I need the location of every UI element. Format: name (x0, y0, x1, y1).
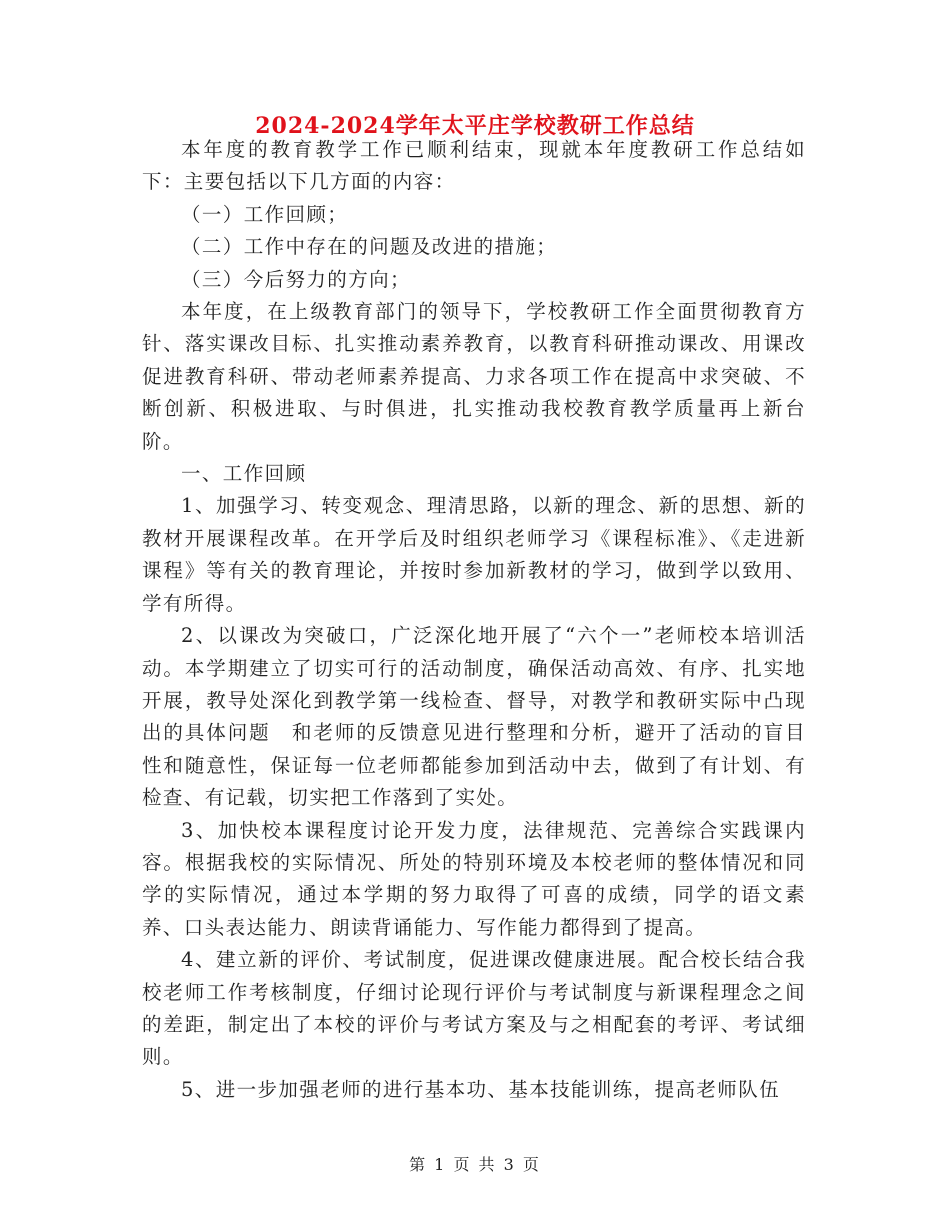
paragraph-overview: 本年度，在上级教育部门的领导下，学校教研工作全面贯彻教育方针、落实课改目标、扎实推动素养教育，以教育科研推动课改、用课改促进教育科研、带动老师素养提高、力求各项工作在提高中求突破、不断创新、积极进取、与时俱进，扎实推动我校教育教学质量再上新台阶。 (142, 300, 806, 453)
page-footer: 第 1 页 共 3 页 (409, 1155, 541, 1174)
section-heading-review: 一、工作回顾 (181, 462, 307, 486)
document-title: 2024-2024学年太平庄学校教研工作总结 (255, 113, 695, 139)
paragraph-point-2: 2、以课改为突破口，广泛深化地开展了“六个一”老师校本培训活动。本学期建立了切实可行的活动制度，确保活动高效、有序、扎实地开展，教导处深化到教学第一线检查、督导，对教学和教研实际中凸现出的具体问题 和老师的反馈意见进行整理和分析，避开了活动的盲目性和随意性，保证每一位老师都能参加到活动中去，做到了有计划、有检查、有记载，切实把工作落到了实处。 (142, 624, 806, 810)
paragraph-point-1: 1、加强学习、转变观念、理清思路，以新的理念、新的思想、新的教材开展课程改革。在开学后及时组织老师学习《课程标准》、《走进新课程》等有关的教育理论，并按时参加新教材的学习，做到学以致用、学有所得。 (142, 494, 806, 615)
paragraph-point-3: 3、加快校本课程度讨论开发力度，法律规范、完善综合实践课内容。根据我校的实际情况、所处的特别环境及本校老师的整体情况和同学的实际情况，通过本学期的努力取得了可喜的成绩，同学的语文素养、口头表达能力、朗读背诵能力、写作能力都得到了提高。 (142, 818, 806, 939)
paragraph-item-3: （三）今后努力的方向； (181, 267, 411, 291)
paragraph-point-5: 5、进一步加强老师的进行基本功、基本技能训练，提高老师队伍 (181, 1077, 781, 1101)
paragraph-item-2: （二）工作中存在的问题及改进的措施； (181, 235, 558, 259)
document-body (142, 134, 806, 1106)
paragraph-intro: 本年度的教育教学工作已顺利结束，现就本年度教研工作总结如下：主要包括以下几方面的内容： (142, 138, 806, 194)
paragraph-item-1: （一）工作回顾； (181, 202, 349, 226)
paragraph-point-4: 4、建立新的评价、考试制度，促进课改健康进展。配合校长结合我校老师工作考核制度，仔细讨论现行评价与考试制度与新课程理念之间的差距，制定出了本校的评价与考试方案及与之相配套的考评、考试细则。 (142, 948, 806, 1069)
